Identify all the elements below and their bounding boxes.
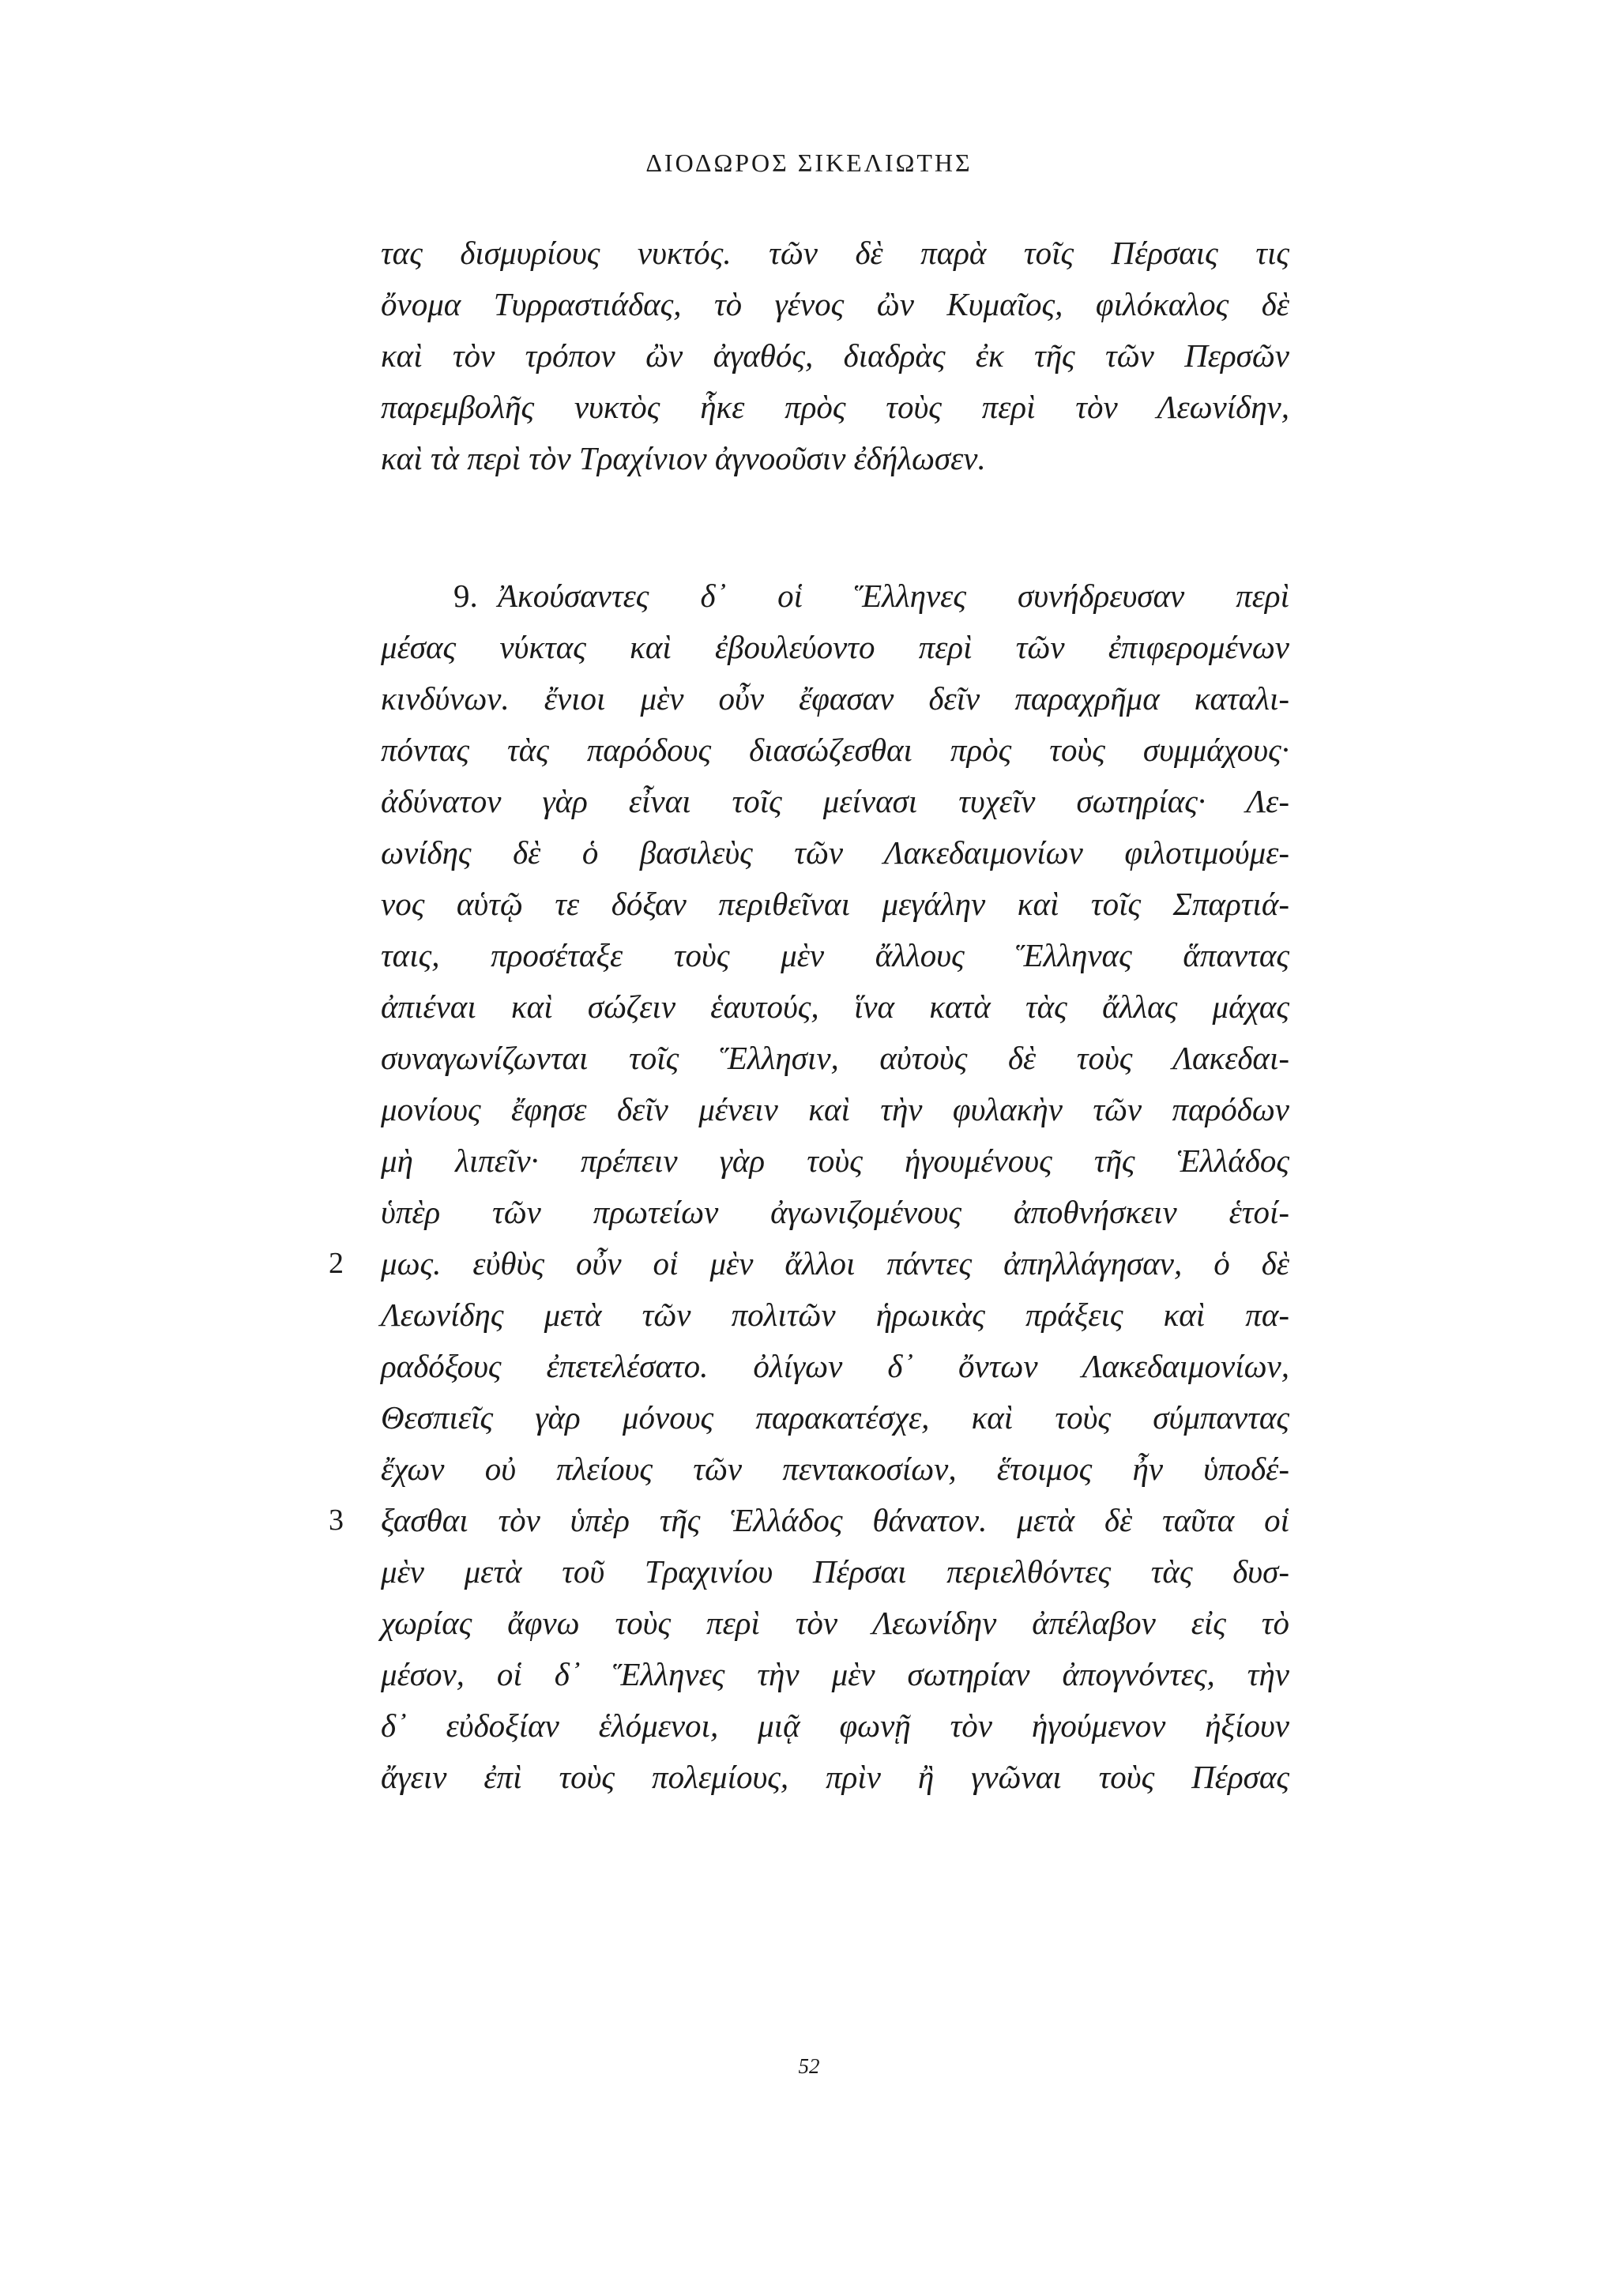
text-line-with-margin-number: [329, 1495, 1289, 1546]
text-line: τας δισμυρίους νυκτός. τῶν δὲ παρὰ τοῖς Πέρσαις τις: [381, 235, 1289, 271]
text-line: ὑπὲρ τῶν πρωτείων ἀγωνιζομένους ἀποθνήσκειν ἑτοί-: [381, 1194, 1289, 1230]
text-line: παρεμβολῆς νυκτὸς ἧκε πρὸς τοὺς περὶ τὸν Λεωνίδην,: [381, 389, 1289, 425]
text-block-continuation: [381, 228, 1289, 484]
text-line: μὲν μετὰ τοῦ Τραχινίου Πέρσαι περιελθόντες τὰς δυσ-: [381, 1553, 1289, 1590]
text-line: Θεσπιεῖς γὰρ μόνους παρακατέσχε, καὶ τοὺς σύμπαντας: [381, 1399, 1289, 1436]
text-line: χωρίας ἄφνω τοὺς περὶ τὸν Λεωνίδην ἀπέλαβον εἰς τὸ: [381, 1605, 1289, 1641]
page-number: 52: [798, 2054, 820, 2078]
section-first-line: Ἀκούσαντες δ᾽ οἱ Ἕλληνες συνήδρευσαν περὶ: [498, 578, 1289, 614]
text-line: Λεωνίδης μετὰ τῶν πολιτῶν ἡρωικὰς πράξεις καὶ πα-: [381, 1297, 1289, 1333]
section-number: 9.: [453, 578, 478, 614]
text-line: μὴ λιπεῖν· πρέπειν γὰρ τοὺς ἡγουμένους τῆς Ἑλλάδος: [381, 1142, 1289, 1179]
text-line: ὄνομα Τυρραστιάδας, τὸ γένος ὢν Κυμαῖος, φιλόκαλος δὲ: [381, 286, 1289, 322]
text-line: πόντας τὰς παρόδους διασώζεσθαι πρὸς τοὺς συμμάχους·: [381, 732, 1289, 768]
text-line: καὶ τὸν τρόπον ὢν ἀγαθός, διαδρὰς ἐκ τῆς τῶν Περσῶν: [381, 337, 1289, 374]
text-line: μονίους ἔφησε δεῖν μένειν καὶ τὴν φυλακὴν τῶν παρόδων: [381, 1091, 1289, 1127]
text-line: ἄγειν ἐπὶ τοὺς πολεμίους, πρὶν ἢ γνῶναι τοὺς Πέρσας: [381, 1759, 1289, 1795]
text-line: ταις, προσέταξε τοὺς μὲν ἄλλους Ἕλληνας ἅπαντας: [381, 937, 1289, 973]
text-line: καὶ τὰ περὶ τὸν Τραχίνιον ἀγνοοῦσιν ἐδήλωσεν.: [381, 440, 986, 476]
text-line-content: ξασθαι τὸν ὑπὲρ τῆς Ἑλλάδος θάνατον. μετὰ δὲ ταῦτα οἱ: [381, 1502, 1289, 1538]
text-line: ἀδύνατον γὰρ εἶναι τοῖς μείνασι τυχεῖν σωτηρίας· Λε-: [381, 783, 1289, 819]
text-line: δ᾽ εὐδοξίαν ἑλόμενοι, μιᾷ φωνῇ τὸν ἡγούμενον ἠξίουν: [381, 1707, 1289, 1744]
text-block-chapter-9: [329, 570, 1289, 1803]
text-line-with-margin-number: [329, 1238, 1289, 1289]
text-line: μέσον, οἱ δ᾽ Ἕλληνες τὴν μὲν σωτηρίαν ἀπογνόντες, τὴν: [381, 1656, 1289, 1692]
margin-section-number: 3: [329, 1504, 344, 1537]
text-line: ραδόξους ἐπετελέσατο. ὀλίγων δ᾽ ὄντων Λακεδαιμονίων,: [381, 1348, 1289, 1384]
text-line: νος αὑτῷ τε δόξαν περιθεῖναι μεγάλην καὶ τοῖς Σπαρτιά-: [381, 886, 1289, 922]
text-line: ωνίδης δὲ ὁ βασιλεὺς τῶν Λακεδαιμονίων φιλοτιμούμε-: [381, 834, 1289, 871]
text-line-section-start: [381, 570, 1289, 622]
text-line: ἔχων οὐ πλείους τῶν πεντακοσίων, ἕτοιμος ἦν ὑποδέ-: [381, 1451, 1289, 1487]
text-line: ἀπιέναι καὶ σώζειν ἑαυτούς, ἵνα κατὰ τὰς ἄλλας μάχας: [381, 988, 1289, 1025]
text-line: μέσας νύκτας καὶ ἐβουλεύοντο περὶ τῶν ἐπιφερομένων: [381, 629, 1289, 665]
text-line-content: μως. εὐθὺς οὖν οἱ μὲν ἄλλοι πάντες ἀπηλλάγησαν, ὁ δὲ: [381, 1245, 1289, 1282]
running-head: ΔΙΟΔΩΡΟΣ ΣΙΚΕΛΙΩΤΗΣ: [645, 149, 973, 177]
margin-section-number: 2: [329, 1247, 344, 1280]
text-line: συναγωνίζωνται τοῖς Ἕλλησιν, αὐτοὺς δὲ τοὺς Λακεδαι-: [381, 1040, 1289, 1076]
text-line: κινδύνων. ἔνιοι μὲν οὖν ἔφασαν δεῖν παραχρῆμα καταλι-: [381, 680, 1289, 717]
